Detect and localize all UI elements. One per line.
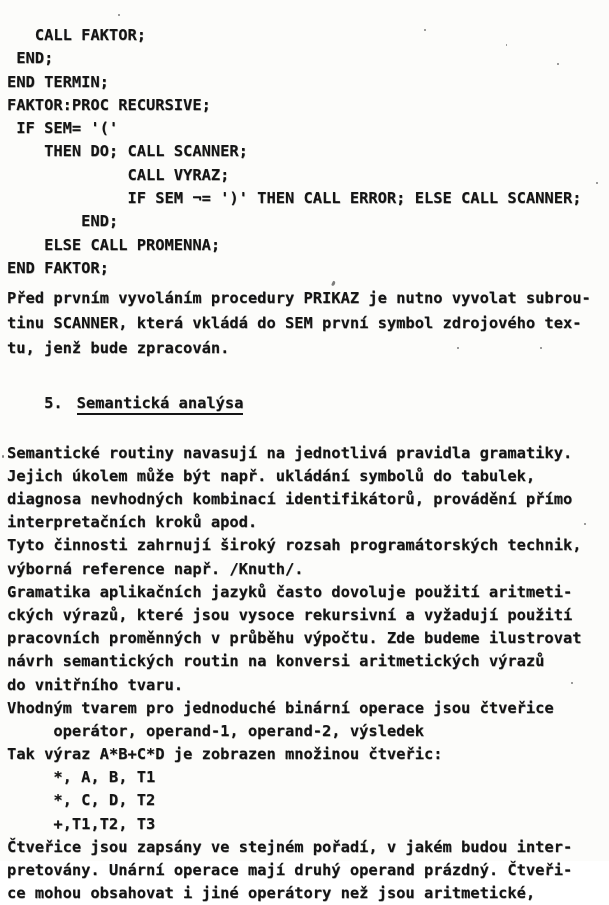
code-line: CALL VYRAZ; (7, 165, 230, 184)
scan-speckle (596, 182, 598, 184)
quadruple-line: *, C, D, T2 (7, 791, 156, 810)
text-line: výborná reference např. /Knuth/. (7, 559, 304, 578)
text-line: návrh semantických routin na konversi aritmetických výrazů (7, 652, 545, 671)
paragraph-semantic-analysis (0, 442, 609, 905)
text-line: Vhodným tvarem pro jednoduché binární operace jsou čtveřice (7, 698, 554, 717)
text-line: Jejich úkolem může být např. ukládání symbolů do tabulek, (7, 466, 536, 485)
code-line: IF SEM ¬= ')' THEN CALL ERROR; ELSE CALL SCANNER; (7, 189, 582, 208)
code-line: IF SEM= '(' (7, 119, 119, 138)
text-line: Před prvním vyvoláním procedury PRIKAZ je nutno vyvolat subrou- (7, 289, 591, 308)
section-number: 5. (44, 393, 63, 412)
quadruple-line: *, A, B, T1 (7, 768, 156, 787)
text-line: ckých výrazů, které jsou vysoce rekursivní a vyžadují použití (7, 605, 573, 624)
text-line: Čtveřice jsou zapsány ve stejném pořadí, v jakém budou inter- (7, 837, 573, 856)
scan-speckle (506, 44, 507, 46)
text-line: tinu SCANNER, která vkládá do SEM první symbol zdrojového tex- (7, 314, 582, 333)
section-heading (0, 369, 609, 438)
scan-speckle (118, 14, 120, 16)
text-line: Semantické routiny navasují na jednotlivá pravidla gramatiky. (7, 443, 573, 462)
code-line: END FAKTOR; (7, 258, 109, 277)
text-line: Tak výraz A*B+C*D je zobrazen množinou čtveřic: (7, 745, 443, 764)
scan-speckle (540, 347, 542, 349)
text-line: diagnosa nevhodných kombinací identifikátorů, provádění přímo (7, 490, 573, 509)
text-line: pretovány. Unární operace mají druhý operand prázdný. Čtveři- (7, 861, 573, 880)
text-line: tu, jenž bude zpracován. (7, 338, 230, 357)
text-line: interpretačních kroků apod. (7, 513, 258, 532)
code-line: THEN DO; CALL SCANNER; (7, 142, 248, 161)
scan-speckle (457, 347, 459, 349)
text-line-indented: operátor, operand-1, operand-2, výsledek (7, 721, 424, 740)
text-line: do vnitřního tvaru. (7, 675, 184, 694)
code-listing (0, 0, 609, 280)
scan-speckle (557, 63, 559, 65)
code-line: ELSE CALL PROMENNA; (7, 235, 221, 254)
code-line: END; (7, 212, 119, 231)
text-line: pracovních proměnných v průběhu výpočtu. Zde budeme ilustrovat (7, 629, 582, 648)
quadruple-line: +,T1,T2, T3 (7, 814, 156, 833)
scan-speckle (424, 29, 426, 31)
scan-speckle (571, 682, 573, 684)
text-line: Tyto činnosti zahrnují široký rozsah programátorských technik, (7, 536, 582, 555)
code-line: END; (7, 49, 54, 68)
section-title: Semantická analýsa (77, 394, 244, 415)
paragraph-intro (0, 286, 609, 360)
code-line: CALL FAKTOR; (7, 26, 146, 44)
text-line: ce mohou obsahovat i jiné operátory než jsou aritmetické, (7, 884, 536, 903)
code-line: FAKTOR:PROC RECURSIVE; (7, 95, 211, 114)
text-line: Gramatika aplikačních jazyků často dovoluje použití aritmeti- (7, 582, 573, 601)
scan-speckle (2, 455, 4, 458)
code-line: END TERMIN; (7, 72, 109, 91)
scan-speckle (584, 523, 586, 525)
